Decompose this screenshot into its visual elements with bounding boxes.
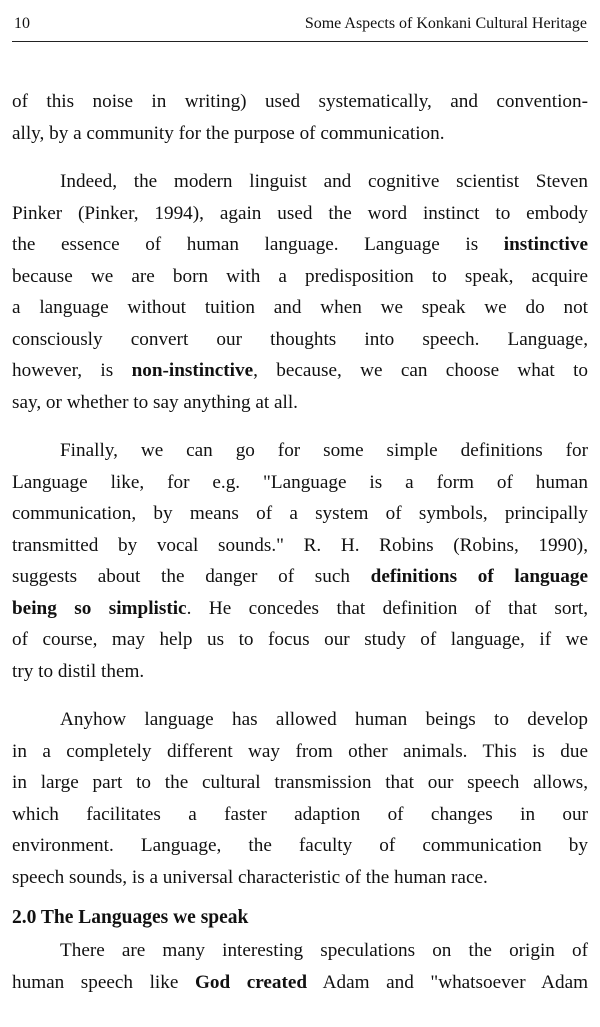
text-run: Indeed, the modern linguist and cognitive scientist Steven bbox=[60, 171, 588, 192]
page-number: 10 bbox=[14, 15, 30, 32]
text-run: human speech like bbox=[12, 971, 195, 993]
text-line bbox=[12, 624, 588, 656]
text-line bbox=[12, 229, 588, 261]
text-line bbox=[12, 435, 588, 467]
text-line bbox=[12, 656, 588, 688]
text-run: , because, we can choose what to bbox=[253, 360, 588, 381]
text-line bbox=[12, 593, 588, 625]
text-line bbox=[12, 261, 588, 293]
text-line bbox=[12, 830, 588, 862]
text-run: Anyhow language has allowed human beings to develop bbox=[60, 709, 588, 730]
text-line bbox=[12, 530, 588, 562]
text-line bbox=[12, 967, 588, 999]
section-paragraph bbox=[12, 935, 588, 998]
section-heading: 2.0 The Languages we speak bbox=[12, 907, 249, 928]
text-run: Finally, we can go for some simple definitions for bbox=[60, 440, 588, 461]
text-run: Pinker (Pinker, 1994), again used the word instinct to embody bbox=[12, 202, 588, 224]
text-line bbox=[12, 767, 588, 799]
text-line bbox=[12, 736, 588, 768]
text-run: try to distil them. bbox=[12, 660, 145, 682]
text-line bbox=[12, 118, 588, 150]
bold-text: God created bbox=[194, 971, 308, 993]
text-run: . He concedes that definition of that sort, bbox=[186, 597, 588, 619]
text-run: a language without tuition and when we speak we do not bbox=[12, 297, 588, 318]
bold-text: instinctive bbox=[503, 234, 588, 255]
body-text bbox=[12, 86, 588, 998]
text-line bbox=[12, 292, 588, 324]
text-line bbox=[12, 355, 588, 387]
text-run: the essence of human language. Language is bbox=[12, 234, 504, 255]
text-run: consciously convert our thoughts into speech. Language, bbox=[12, 328, 588, 350]
text-line bbox=[12, 704, 588, 736]
text-run: communication, by means of a system of symbols, principally bbox=[12, 503, 588, 524]
text-line bbox=[12, 166, 588, 198]
text-line bbox=[12, 498, 588, 530]
text-run: environment. Language, the faculty of communication by bbox=[12, 835, 588, 856]
text-run: in large part to the cultural transmission that our speech allows, bbox=[12, 772, 588, 793]
book-page bbox=[12, 14, 588, 998]
text-line bbox=[12, 324, 588, 356]
text-run: because we are born with a predisposition to speak, acquire bbox=[12, 265, 588, 287]
text-line bbox=[12, 387, 588, 419]
bold-text: being so simplistic bbox=[12, 597, 187, 619]
text-run: in a completely different way from other animals. This is due bbox=[12, 740, 588, 762]
text-line bbox=[12, 561, 588, 593]
text-line bbox=[12, 935, 588, 967]
bold-text: non-instinctive bbox=[131, 360, 254, 381]
text-run: ally, by a community for the purpose of communication. bbox=[12, 122, 445, 144]
paragraph-gap bbox=[12, 687, 588, 704]
text-run: of this noise in writing) used systematically, and convention- bbox=[12, 91, 588, 112]
text-run: Language like, for e.g. "Language is a form of human bbox=[12, 471, 588, 493]
text-run: however, is bbox=[12, 360, 132, 381]
text-run: of course, may help us to focus our study of language, if we bbox=[12, 629, 588, 650]
paragraphs bbox=[12, 86, 588, 893]
text-line bbox=[12, 799, 588, 831]
text-run: speech sounds, is a universal characteristic of the human race. bbox=[12, 866, 488, 888]
text-run: transmitted by vocal sounds." R. H. Robins (Robins, 1990), bbox=[12, 534, 588, 556]
running-header bbox=[12, 14, 588, 42]
text-line bbox=[12, 86, 588, 118]
text-run: There are many interesting speculations on the origin of bbox=[60, 940, 588, 961]
text-line bbox=[12, 862, 588, 894]
paragraph-gap bbox=[12, 418, 588, 435]
text-line bbox=[12, 467, 588, 499]
paragraph-gap bbox=[12, 149, 588, 166]
text-run: Adam and "whatsoever Adam bbox=[307, 971, 589, 993]
running-title: Some Aspects of Konkani Cultural Heritage bbox=[304, 15, 587, 32]
text-run: say, or whether to say anything at all. bbox=[12, 391, 298, 413]
text-run: which facilitates a faster adaption of changes in our bbox=[12, 803, 588, 825]
text-line bbox=[12, 198, 588, 230]
text-run: suggests about the danger of such bbox=[12, 566, 371, 587]
bold-text: definitions of language bbox=[370, 566, 588, 587]
